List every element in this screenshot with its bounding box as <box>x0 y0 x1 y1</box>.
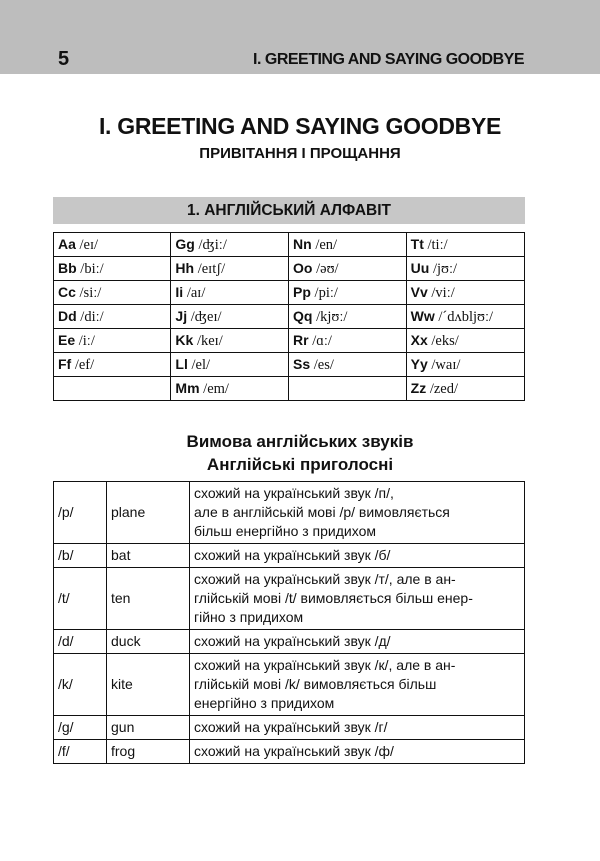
description-cell <box>190 654 525 716</box>
description-cell <box>190 740 525 764</box>
example-word-cell: bat <box>107 544 190 568</box>
alphabet-cell <box>289 257 407 281</box>
description-cell <box>190 630 525 654</box>
sound-cell: /f/ <box>54 740 107 764</box>
letter-pair: Zz <box>410 379 427 396</box>
alphabet-row <box>54 305 525 329</box>
letter-pair: Kk <box>175 331 194 348</box>
alphabet-cell <box>289 233 407 257</box>
letter-pair: Aa <box>58 235 76 252</box>
example-word-cell: plane <box>107 482 190 544</box>
consonant-row <box>54 740 525 764</box>
sound-cell: /t/ <box>54 568 107 630</box>
transcription: /piː/ <box>310 284 338 301</box>
letter-pair: Ii <box>175 283 184 300</box>
description-line: схожий на український звук /д/ <box>194 633 391 649</box>
alphabet-row <box>54 281 525 305</box>
alphabet-row <box>54 257 525 281</box>
page-subtitle: ПРИВІТАННЯ І ПРОЩАННЯ <box>199 145 401 162</box>
alphabet-cell <box>289 305 407 329</box>
letter-pair: Hh <box>175 259 195 276</box>
consonants-table <box>53 481 525 764</box>
description-cell <box>190 482 525 544</box>
letter-pair: Bb <box>58 259 77 276</box>
consonant-row <box>54 716 525 740</box>
alphabet-cell <box>171 257 289 281</box>
description-line: енергійно з придихом <box>194 695 335 711</box>
example-word-cell: duck <box>107 630 190 654</box>
alphabet-row <box>54 233 525 257</box>
transcription: /aɪ/ <box>183 284 206 301</box>
page-title: I. GREETING AND SAYING GOODBYE <box>98 113 502 139</box>
transcription: /biː/ <box>76 260 104 277</box>
alphabet-cell <box>289 329 407 353</box>
consonant-row <box>54 568 525 630</box>
description-line: глійській мові /t/ вимовляється більш енер- <box>194 590 473 606</box>
description-line: схожий на український звук /г/ <box>194 719 388 735</box>
alphabet-cell <box>406 353 524 377</box>
letter-pair: Vv <box>410 283 428 300</box>
transcription: /ʤiː/ <box>194 236 227 253</box>
description-cell <box>190 716 525 740</box>
letter-pair: Ll <box>175 355 188 372</box>
consonants-heading: Англійські приголосні <box>206 455 394 474</box>
transcription: /es/ <box>310 356 334 373</box>
example-word-cell: kite <box>107 654 190 716</box>
alphabet-cell <box>289 353 407 377</box>
letter-pair: Mm <box>175 379 200 396</box>
consonant-row <box>54 630 525 654</box>
alphabet-table <box>53 232 525 401</box>
letter-pair: Xx <box>410 331 428 348</box>
alphabet-row <box>54 329 525 353</box>
transcription: /el/ <box>187 356 211 373</box>
transcription: /viː/ <box>427 284 455 301</box>
description-line: схожий на український звук /б/ <box>194 547 391 563</box>
description-line: гійно з придихом <box>194 609 304 625</box>
transcription: /eɪ/ <box>75 236 99 253</box>
running-title: I. GREETING AND SAYING GOODBYE <box>253 51 524 68</box>
sound-cell: /b/ <box>54 544 107 568</box>
alphabet-cell <box>171 353 289 377</box>
description-line: але в англійській мові /р/ вимовляється <box>194 504 450 520</box>
transcription: /kjʊː/ <box>312 308 348 325</box>
alphabet-cell <box>54 377 171 401</box>
alphabet-cell <box>54 329 171 353</box>
alphabet-cell <box>406 281 524 305</box>
transcription: /ʤeɪ/ <box>187 308 222 325</box>
transcription: /em/ <box>199 380 229 397</box>
sound-cell: /g/ <box>54 716 107 740</box>
example-word-cell: ten <box>107 568 190 630</box>
alphabet-cell <box>406 329 524 353</box>
description-line: глійській мові /k/ вимовляється більш <box>194 676 437 692</box>
sound-cell: /k/ <box>54 654 107 716</box>
transcription: /ɑː/ <box>308 332 332 349</box>
alphabet-cell <box>171 305 289 329</box>
transcription: /eks/ <box>427 332 459 349</box>
description-line: схожий на український звук /п/, <box>194 485 394 501</box>
letter-pair: Dd <box>58 307 77 324</box>
transcription: /siː/ <box>75 284 102 301</box>
transcription: /ˊdʌbljʊː/ <box>434 308 494 325</box>
alphabet-cell <box>171 233 289 257</box>
alphabet-cell <box>406 257 524 281</box>
letter-pair: Jj <box>175 307 188 324</box>
alphabet-cell <box>171 281 289 305</box>
alphabet-cell <box>54 353 171 377</box>
transcription: /eɪtʃ/ <box>194 260 226 277</box>
transcription: /iː/ <box>75 332 95 349</box>
alphabet-cell <box>406 377 524 401</box>
transcription: /əʊ/ <box>312 260 339 277</box>
sound-cell: /d/ <box>54 630 107 654</box>
transcription: /waɪ/ <box>427 356 461 373</box>
letter-pair: Uu <box>410 259 430 276</box>
description-cell <box>190 568 525 630</box>
alphabet-cell <box>406 233 524 257</box>
transcription: /en/ <box>311 236 338 253</box>
letter-pair: Nn <box>293 235 312 252</box>
consonant-row <box>54 482 525 544</box>
alphabet-cell <box>406 305 524 329</box>
description-line: схожий на український звук /т/, але в ан- <box>194 571 456 587</box>
letter-pair: Pp <box>293 283 311 300</box>
transcription: /keɪ/ <box>193 332 223 349</box>
letter-pair: Cc <box>58 283 76 300</box>
alphabet-cell <box>171 329 289 353</box>
pronunciation-heading: Вимова англійських звуків <box>186 432 414 451</box>
alphabet-cell <box>54 305 171 329</box>
example-word-cell: gun <box>107 716 190 740</box>
alphabet-cell <box>289 377 407 401</box>
description-line: більш енергійно з придихом <box>194 523 376 539</box>
letter-pair: Ww <box>410 307 435 324</box>
letter-pair: Tt <box>410 235 424 252</box>
letter-pair: Qq <box>293 307 313 324</box>
letter-pair: Rr <box>293 331 309 348</box>
page-number: 5 <box>58 48 70 70</box>
alphabet-row <box>54 377 525 401</box>
transcription: /diː/ <box>76 308 104 325</box>
transcription: /tiː/ <box>423 236 448 253</box>
sound-cell: /p/ <box>54 482 107 544</box>
alphabet-cell <box>171 377 289 401</box>
consonant-row <box>54 654 525 716</box>
alphabet-cell <box>289 281 407 305</box>
letter-pair: Ee <box>58 331 76 348</box>
letter-pair: Oo <box>293 259 313 276</box>
description-line: схожий на український звук /ф/ <box>194 743 394 759</box>
transcription: /zed/ <box>426 380 459 397</box>
alphabet-row <box>54 353 525 377</box>
transcription: /jʊː/ <box>429 260 458 277</box>
letter-pair: Yy <box>410 355 428 372</box>
letter-pair: Gg <box>175 235 195 252</box>
alphabet-cell <box>54 281 171 305</box>
letter-pair: Ss <box>293 355 311 372</box>
description-cell <box>190 544 525 568</box>
alphabet-heading: 1. АНГЛІЙСЬКИЙ АЛФАВІТ <box>53 197 525 224</box>
transcription: /ef/ <box>71 356 95 373</box>
description-line: схожий на український звук /к/, але в ан- <box>194 657 456 673</box>
alphabet-cell <box>54 257 171 281</box>
example-word-cell: frog <box>107 740 190 764</box>
letter-pair: Ff <box>58 355 72 372</box>
consonant-row <box>54 544 525 568</box>
alphabet-cell <box>54 233 171 257</box>
